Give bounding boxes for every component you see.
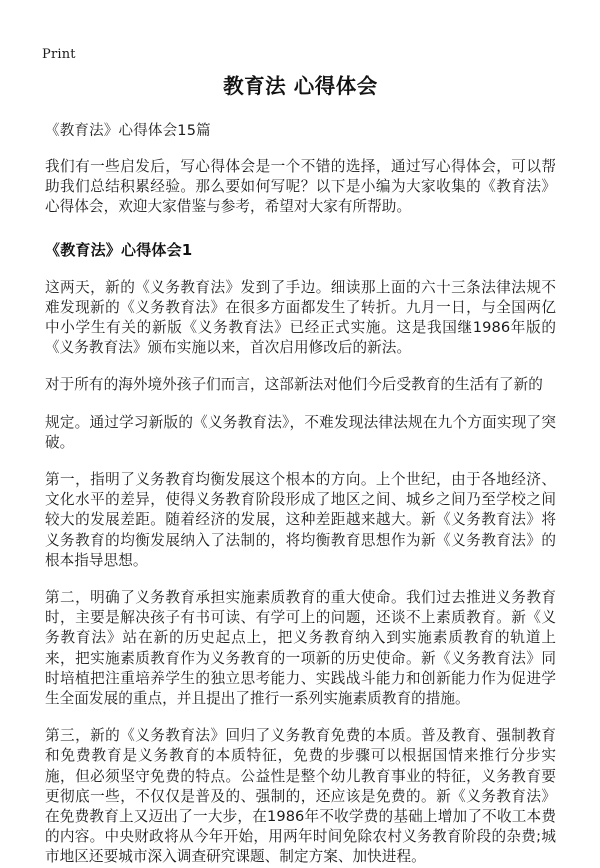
print-link[interactable]: Print <box>42 47 76 62</box>
body-paragraph: 对于所有的海外境外孩子们而言，这部新法对他们今后受教育的生活有了新的 <box>45 376 543 394</box>
intro-paragraph: 我们有一些启发后，写心得体会是一个不错的选择，通过写心得体会，可以帮助我们总结积累经验。那么要如何写呢？以下是小编为大家收集的《教育法》心得体会，欢迎大家借鉴与参考，希望对大家有所帮助。 <box>45 158 556 216</box>
body-paragraph: 规定。通过学习新版的《义务教育法》，不难发现法律法规在九个方面实现了突破。 <box>45 413 556 451</box>
section-heading: 《教育法》心得体会1 <box>45 240 193 259</box>
document-subtitle: 《教育法》心得体会15篇 <box>45 123 211 139</box>
body-paragraph: 这两天，新的《义务教育法》发到了手边。细读那上面的六十三条法律法规不难发现新的《义务教育法》在很多方面都发生了转折。九月一日，与全国两亿中小学生有关的新版《义务教育法》已经正式实施。这是我国继1986年版的《义务教育法》颁布实施以来，首次启用修改后的新法。 <box>45 278 556 357</box>
body-paragraph: 第三，新的《义务教育法》回归了义务教育免费的本质。普及教育、强制教育和免费教育是义务教育的本质特征，免费的步骤可以根据国情来推行分步实施，但必须坚守免费的特点。公益性是整个幼儿教育事业的特征，义务教育要更彻底一些，不仅仅是普及的、强制的，还应该是免费的。新《义务教育法》在免费教育上又迈出了一大步，在1986年不收学费的基础上增加了不收工本费的内容。中央财政将从今年开始，用两年时间免除农村义务教育阶段的杂费;城市地区还要城市深入调查研究课题、制定方案、加快进程。 <box>45 727 556 866</box>
body-paragraph: 第一，指明了义务教育均衡发展这个根本的方向。上个世纪，由于各地经济、文化水平的差异，使得义务教育阶段形成了地区之间、城乡之间乃至学校之间较大的发展差距。随着经济的发展，这种差距越来越大。新《义务教育法》将义务教育的均衡发展纳入了法制的，将均衡教育思想作为新《义务教育法》的根本指导思想。 <box>45 471 556 569</box>
page-title: 教育法 心得体会 <box>223 74 378 98</box>
body-paragraph: 第二，明确了义务教育承担实施素质教育的重大使命。我们过去推进义务教育时，主要是解决孩子有书可读、有学可上的问题，还谈不上素质教育。新《义务教育法》站在新的历史起点上，把义务教育纳入到实施素质教育的轨道上来，把实施素质教育作为义务教育的一项新的历史使命。新《义务教育法》同时培植把注重培养学生的独立思考能力、实践战斗能力和创新能力作为促进学生全面发展的重点，并且提出了推行一系列实施素质教育的措施。 <box>45 589 556 708</box>
document-content <box>45 72 556 868</box>
